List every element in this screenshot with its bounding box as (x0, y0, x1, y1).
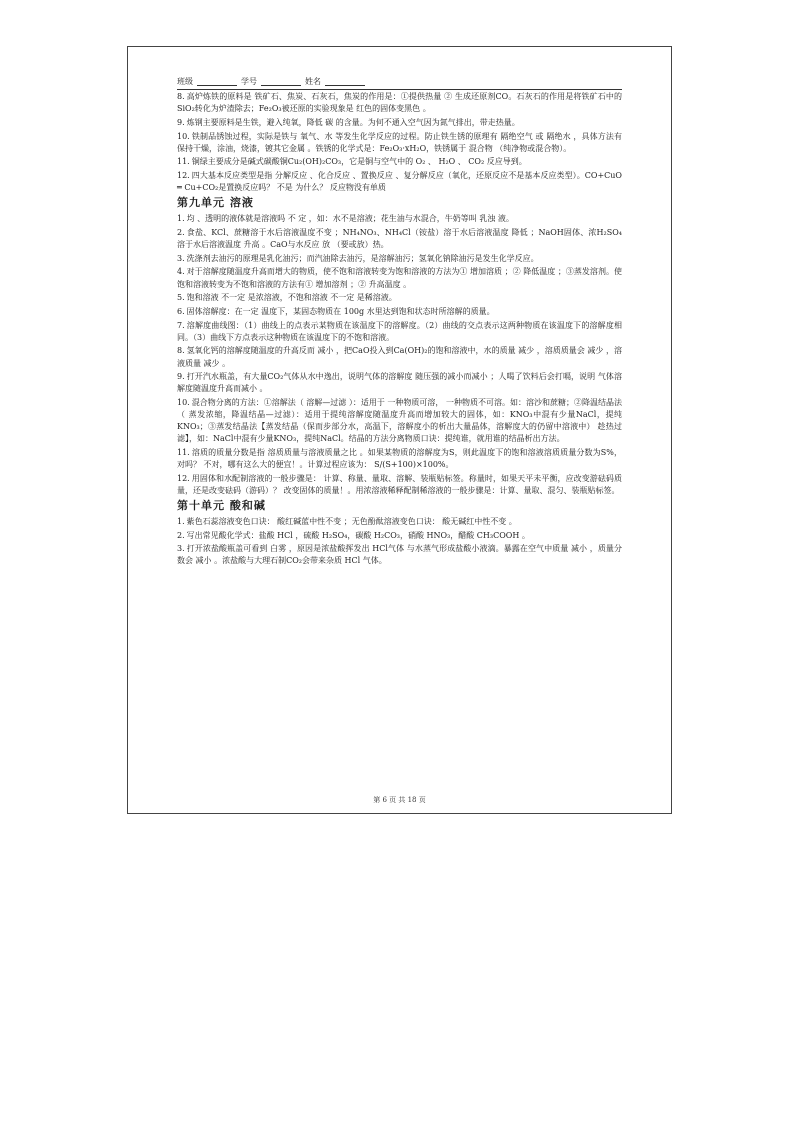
unit10-list (177, 516, 622, 568)
unit8-list (177, 91, 622, 194)
name-label: 姓名 (305, 77, 321, 86)
list-item: 10. 混合物分离的方法：①溶解法（ 溶解—过滤 ）：适用于 一种物质可溶， 一种物质不可溶。如：溶沙和蔗糖；②降温结晶法（ 蒸发浓缩，降温结晶—过滤）：适用于提纯溶解度随温度升高而增加较大的固体，如：KNO₃中混有少量NaCl，提纯KNO₃；③蒸发结晶法【蒸发结晶（保而步部分水，高温下，溶解度小的析出大量晶体，溶解度大的仍留中溶液中） 趁热过滤】，如：NaCl中混有少量KNO₃，提纯NaCl。结晶的方法分离物质口诀：提纯谁，就用谁的结晶析出方法。 (177, 397, 622, 444)
list-item: 2. 写出常见酸化学式：盐酸 HCl ，硫酸 H₂SO₄，碳酸 H₂CO₃，硝酸 HNO₃，醋酸 CH₃COOH 。 (177, 530, 530, 540)
list-item: 3. 洗涤剂去油污的原理是乳化油污；而汽油除去油污，是溶解油污；氢氧化钠除油污是发生化学反应。 (177, 253, 539, 263)
list-item: 7. 溶解度曲线图：（1）曲线上的点表示某物质在该温度下的溶解度。（2）曲线的交点表示这两种物质在该温度下的溶解度相同。（3）曲线下方点表示这种物质在该温度下的不饱和溶液。 (177, 320, 622, 342)
list-item: 3. 打开浓盐酸瓶盖可看到 白雾 ，原因是浓盐酸挥发出 HCl气体 与水蒸气形成盐酸小液滴。暴露在空气中质量 减小 ，质量分数会 减小 。浓盐酸与大理石制CO₂会带来杂质 HCl 气体。 (177, 544, 622, 566)
class-blank[interactable] (197, 76, 237, 86)
list-item: 5. 饱和溶液 不一定 是浓溶液，不饱和溶液 不一定 是稀溶液。 (177, 293, 397, 303)
id-blank[interactable] (261, 76, 301, 86)
name-blank[interactable] (325, 76, 365, 86)
list-item: 2. 食盐、KCl、蔗糖溶于水后溶液温度不变 ；NH₄NO₃、NH₄Cl（铵盐）溶于水后溶液温度 降低 ；NaOH固体、浓H₂SO₄溶于水后溶液温度 升高 。CaO与水反应 放 （要或放）热。 (177, 228, 622, 250)
list-item: 1. 紫色石蕊溶液变色口诀： 酸红碱蓝中性不变 ；无色酚酞溶液变色口诀： 酸无碱红中性不变 。 (177, 517, 517, 526)
list-item: 8. 高炉炼铁的原料是 铁矿石、焦炭、石灰石，焦炭的作用是：①提供热量 ② 生成还原剂CO。石灰石的作用是将铁矿石中的SiO₂转化为炉渣除去；Fe₂O₃被还原的实验现象是 红色的固体变黑色 。 (177, 92, 622, 114)
list-item: 9. 炼钢主要原料是生铁，避入纯氧，降低 碳 的含量。为何不通入空气因为氮气排出，带走热量。 (177, 117, 520, 127)
unit10-heading: 第十单元 酸和碱 (177, 498, 266, 512)
list-item: 8. 氢氧化钙的溶解度随温度的升高反而 减小 ，把CaO投入到Ca(OH)₂的饱和溶液中，水的质量 减少 ，溶质质量会 减少 ，溶液质量 减少 。 (177, 346, 622, 368)
list-item: 12. 用固体和水配制溶液的一般步骤是： 计算、称量、量取、溶解、装瓶贴标签。称量时，如果天平未平衡，应改变游砝码质量，还是改变砝码（游码）？ 改变固体的质量！。用浓溶液稀释配制稀溶液的一般步骤是：计算、量取、混匀、装瓶贴标签。 (177, 473, 622, 495)
list-item: 10. 铁制品锈蚀过程，实际是铁与 氧气、水 等发生化学反应的过程。防止铁生锈的原理有 隔绝空气 或 隔绝水 ，具体方法有保持干燥，涂油，烧漆，镀其它金属 。铁锈的化学式是：Fe₂O₃·xH₂O，铁锈属于 混合物 （纯净物或混合物）。 (177, 131, 622, 153)
id-label: 学号 (241, 77, 257, 86)
page-number: 第 6 页 共 18 页 (373, 796, 426, 804)
list-item: 9. 打开汽水瓶盖，有大量CO₂气体从水中逸出，说明气体的溶解度 随压强的减小而减小 ；人喝了饮料后会打嗝，说明 气体溶解度随温度升高而减小 。 (177, 372, 622, 394)
list-item: 11. 溶质的质量分数是指 溶质质量与溶液质量之比 。如果某物质的溶解度为S，则此温度下的饱和溶液溶质质量分数为S%，对吗？ 不对，哪有这么大的便宜！。计算过程应该为： S/(S+100)×100%。 (177, 447, 622, 470)
unit9-heading: 第九单元 溶液 (177, 196, 254, 210)
list-item: 1. 均 、透明的液体就是溶液吗 不 定 ，如：水不是溶液；花生油与水混合，牛奶等叫 乳浊 液。 (177, 214, 514, 224)
unit9-list (177, 213, 622, 497)
student-info-header (177, 76, 622, 90)
list-item: 11. 铜绿主要成分是碱式碳酸铜Cu₂(OH)₂CO₃，它是铜与空气中的 O₂ 、 H₂O 、 CO₂ 反应导到。 (177, 157, 527, 167)
class-label: 班级 (177, 77, 193, 86)
page-content (177, 76, 622, 569)
list-item: 6. 固体溶解度：在一定 温度下，某固态物质在 100g 水里达到饱和状态时所溶解的质量。 (177, 306, 495, 316)
list-item: 12. 四大基本反应类型是指 分解反应 、化合反应 、置换反应 、复分解反应（氧化，还原反应不是基本反应类型）。CO+CuO ═ Cu+CO₂是置换反应吗？ 不是 为什么？ 反应物没有单质 (177, 171, 622, 193)
list-item: 4. 对于溶解度随温度升高而增大的物质，使不饱和溶液转变为饱和溶液的方法为① 增加溶质 ；② 降低温度 ；③蒸发溶剂。使饱和溶液转变为不饱和溶液的方法有① 增加溶剂 ；② 升高温度 。 (177, 267, 622, 289)
